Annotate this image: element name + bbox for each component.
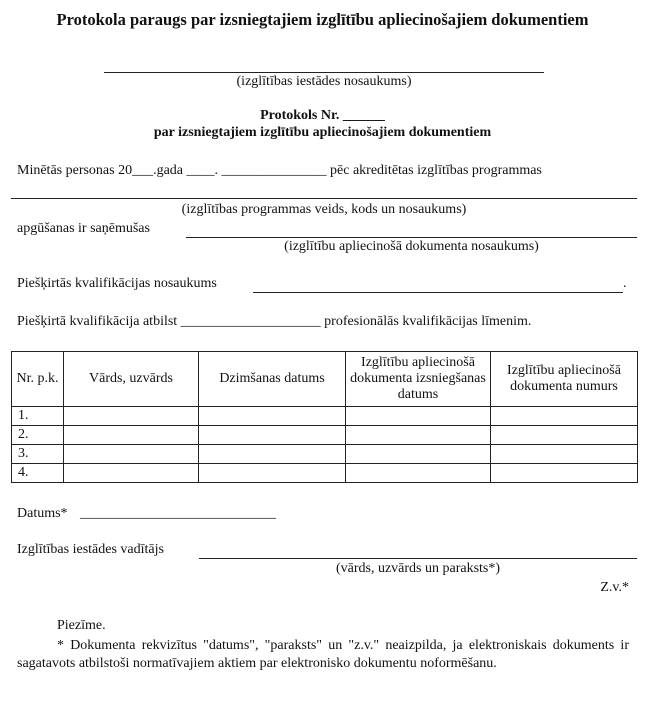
row-number: 4. <box>12 464 64 483</box>
header-number: Nr. p.k. <box>12 352 64 407</box>
cell-issue-date <box>346 426 491 445</box>
acquired-label: apgūšanas ir saņēmušas <box>17 221 150 236</box>
document-caption: (izglītību apliecinošā dokumenta nosaukums) <box>284 239 539 254</box>
row-number: 3. <box>12 445 64 464</box>
cell-issue-date <box>346 407 491 426</box>
table-row <box>12 426 638 445</box>
qualification-name-label: Piešķirtās kvalifikācijas nosaukums <box>17 276 217 291</box>
qualification-name-end: . <box>623 276 627 291</box>
row-number: 2. <box>12 426 64 445</box>
table-row <box>12 464 638 483</box>
head-label: Izglītības iestādes vadītājs <box>17 542 164 557</box>
program-caption: (izglītības programmas veids, kods un nosaukums) <box>181 202 467 217</box>
date-line: ____________________________ <box>80 506 276 521</box>
institution-caption: (izglītības iestādes nosaukums) <box>236 74 412 89</box>
note-title: Piezīme. <box>57 618 106 633</box>
cell-name <box>64 407 199 426</box>
header-birth-date: Dzimšanas datums <box>199 352 346 407</box>
cell-issue-date <box>346 445 491 464</box>
cell-document-number <box>491 464 638 483</box>
persons-sentence: Minētās personas 20___.gada ____. _______________ pēc akreditētas izglītības programmas <box>17 163 542 178</box>
cell-document-number <box>491 426 638 445</box>
cell-name <box>64 464 199 483</box>
qualification-name-line <box>253 292 623 293</box>
cell-name <box>64 445 199 464</box>
header-document-number: Izglītību apliecinošā dokumenta numurs <box>491 352 638 407</box>
protocol-heading-number: Protokols Nr. ______ <box>260 108 385 123</box>
date-label: Datums* <box>17 506 68 521</box>
cell-birth-date <box>199 445 346 464</box>
table-row <box>12 445 638 464</box>
cell-name <box>64 426 199 445</box>
protocol-heading-subtitle: par izsniegtajiem izglītību apliecinošajiem dokumentiem <box>153 125 492 140</box>
cell-birth-date <box>199 407 346 426</box>
document-name-line <box>186 237 637 238</box>
header-issue-date: Izglītību apliecinošā dokumenta izsniegšanas datums <box>346 352 491 407</box>
cell-issue-date <box>346 464 491 483</box>
cell-document-number <box>491 445 638 464</box>
seal-mark: Z.v.* <box>600 580 629 595</box>
cell-birth-date <box>199 464 346 483</box>
table-header-row <box>12 352 638 407</box>
table-row <box>12 407 638 426</box>
signature-caption: (vārds, uzvārds un paraksts*) <box>335 561 501 576</box>
cell-birth-date <box>199 426 346 445</box>
documents-table <box>11 351 638 483</box>
signature-line <box>199 558 637 559</box>
note-text: * Dokumenta rekvizītus "datums", "paraksts" un "z.v." neaizpilda, ja elektroniskais dokuments ir sagatavots atbilstoši normatīvajiem aktiem par elektronisko dokumentu noformēšanu. <box>17 638 629 671</box>
program-line <box>11 198 637 199</box>
header-name: Vārds, uzvārds <box>64 352 199 407</box>
row-number: 1. <box>12 407 64 426</box>
institution-name-line <box>104 72 544 73</box>
cell-document-number <box>491 407 638 426</box>
qualification-level-text: Piešķirtā kvalifikācija atbilst ____________________ profesionālās kvalifikācijas līmenim. <box>17 314 532 329</box>
document-title: Protokola paraugs par izsniegtajiem izglītību apliecinošajiem dokumentiem <box>56 10 589 29</box>
